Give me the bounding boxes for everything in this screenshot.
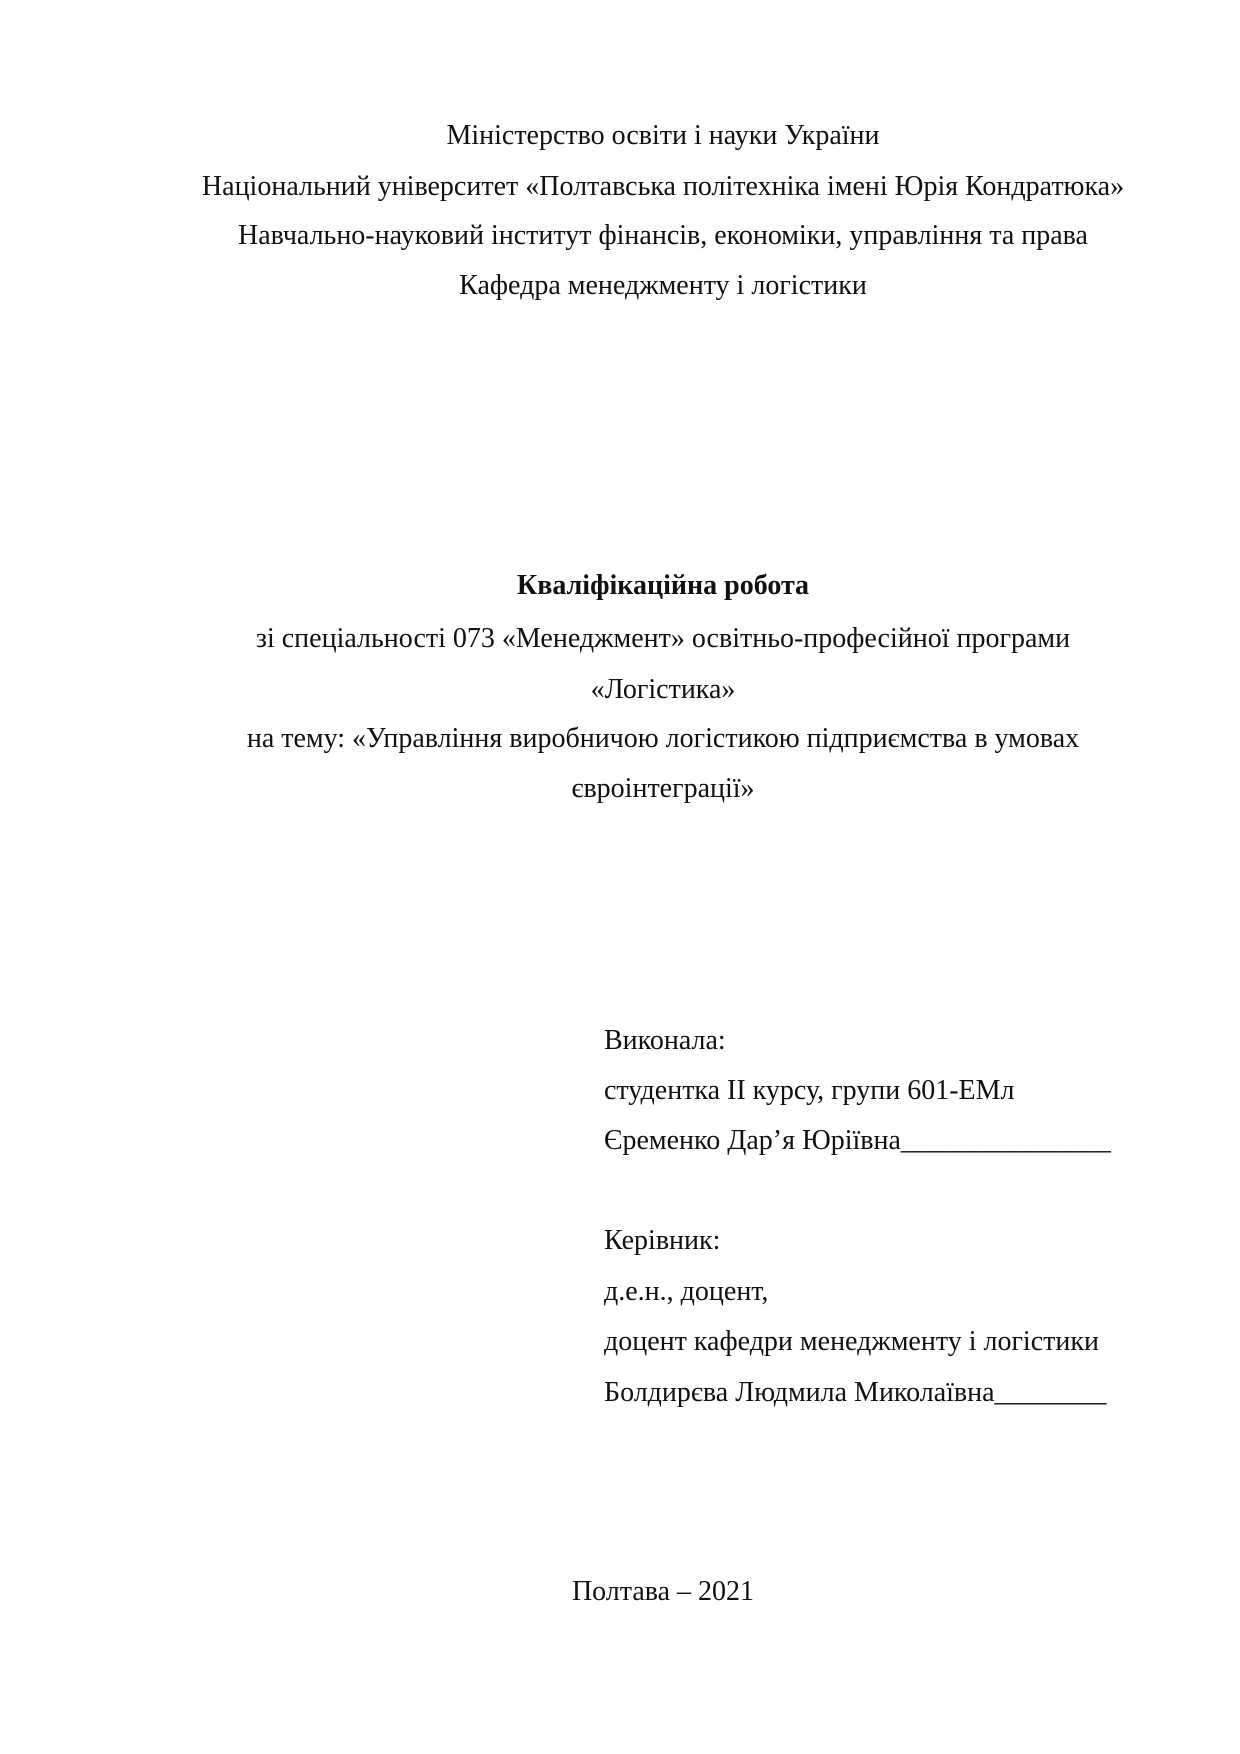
ministry-line: Міністерство освіти і науки України xyxy=(446,120,880,151)
supervisor-label: Керівник: xyxy=(604,1225,721,1256)
author-name: Єременко Дар’я Юріївна_______________ xyxy=(604,1125,1111,1156)
institute-line: Навчально-науковий інститут фінансів, економіки, управління та права xyxy=(238,220,1088,251)
program-line: «Логістика» xyxy=(590,674,736,705)
topic-line-2: євроінтеграції» xyxy=(571,773,755,804)
department-line: Кафедра менеджменту і логістики xyxy=(459,270,867,301)
author-label: Виконала: xyxy=(604,1025,726,1056)
specialty-line: зі спеціальності 073 «Менеджмент» освітньо-професійної програми xyxy=(255,623,1071,654)
city-year: Полтава – 2021 xyxy=(571,1576,755,1607)
supervisor-degree: д.е.н., доцент, xyxy=(604,1276,769,1307)
supervisor-position: доцент кафедри менеджменту і логістики xyxy=(604,1326,1099,1357)
university-line: Національний університет «Полтавська політехніка імені Юрія Кондратюка» xyxy=(201,171,1125,202)
author-info: студентка ІІ курсу, групи 601-ЕМл xyxy=(604,1075,1015,1106)
topic-line-1: на тему: «Управління виробничою логістикою підприємства в умовах xyxy=(246,723,1080,754)
document-title: Кваліфікаційна робота xyxy=(516,570,810,601)
supervisor-name: Болдирєва Людмила Миколаївна________ xyxy=(604,1377,1107,1408)
